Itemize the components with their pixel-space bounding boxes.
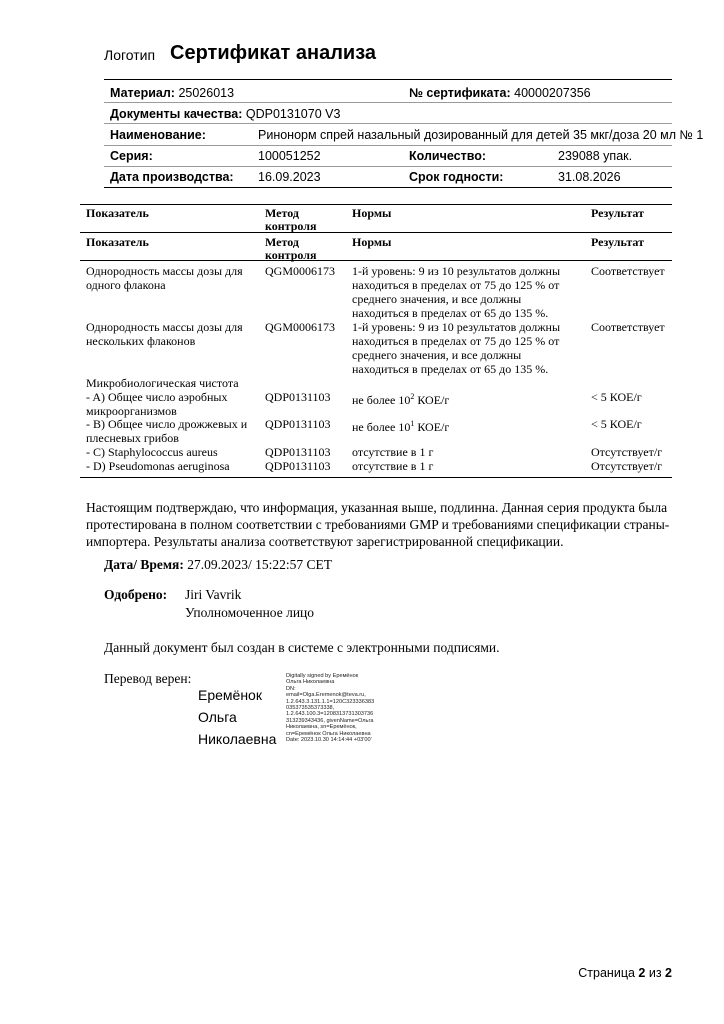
approved-role: Уполномоченное лицо [185,605,315,620]
header-rule [104,145,672,146]
table-row-result: Соответствует [591,320,665,334]
table-row-result: Отсутствует/г [591,445,663,459]
quality-docs-label: Документы качества: [110,107,243,121]
datetime-value: 27.09.2023/ 15:22:57 CET [187,557,332,572]
datetime-label: Дата/ Время: [104,557,184,572]
table-row-result: Отсутствует/г [591,459,663,473]
datetime-field [104,557,332,573]
production-date-value: 16.09.2023 [258,170,321,184]
header-rule [104,166,672,167]
col-header-norms: Нормы [352,235,392,249]
table-bottom-rule [80,477,672,478]
material-value: 25026013 [178,86,235,100]
table-row-method: QDP0131103 [265,445,331,459]
certificate-value: 40000207356 [514,86,591,100]
quality-docs-field [110,107,340,121]
table-row-result: Соответствует [591,264,665,278]
name-value: Ринонорм спрей назальный дозированный для детей 35 мкг/доза 20 мл № 1 [258,128,704,142]
signature-details: Digitally signed by Еремёнок Ольга Николаевна DN: email=Olga.Eremenok@teva.ru, 1.2.643.3.131.1.1=120C323336383 035373535373338, 1.2.643.100.3=1208313731303736 313239343436, givenName=Ольга Николаевна, sn=Еремёнок, cn=Еремёнок Ольга Николаевна Date: 2023.10.30 14:14:44 +03'00' [286,673,375,744]
table-row-norms: 1-й уровень: 9 из 10 результатов должны находиться в пределах от 75 до 125 % от среднего значения, и все должны находиться в пределах от 65 до 135 %. [352,264,561,320]
col-header-method: Метод контроля [265,235,317,262]
table-row-indicator: Однородность массы дозы для нескольких флаконов [86,320,243,348]
approved-label: Одобрено: [104,587,168,602]
signature-name: Еремёнок Ольга Николаевна [198,687,277,747]
quantity-value: 239088 упак. [558,149,633,163]
table-header-rule [80,232,672,233]
table-row-norm: не более $10^2$ КОЕ/г [352,392,450,407]
table-row-indicator: - A) Общее число аэробных микроорганизмов [86,390,228,418]
table-row-method: QDP0131103 [265,417,331,431]
name-label: Наименование: [110,128,206,142]
table-row-method: QGM0006173 [265,320,336,334]
col-header-method: Метод контроля [265,206,317,233]
material-field [110,86,234,100]
col-header-result: Результат [591,235,645,249]
table-row-norm: отсутствие в 1 г [352,445,434,459]
col-header-norms: Нормы [352,206,392,220]
statement-paragraph: Настоящим подтверждаю, что информация, указанная выше, подлинна. Данная серия продукта была протестирована в полном соответствии с требованиями GMP и требованиями спецификации страны-импортера. Результаты анализа соответствуют зарегистрированной спецификации. [86,500,670,549]
table-top-rule [80,204,672,205]
expiry-label: Срок годности: [409,170,504,184]
table-header-rule [80,260,672,261]
certificate-field [409,86,591,100]
table-row-result: < 5 КОЕ/г [591,417,642,431]
header-rule [104,123,672,124]
material-label: Материал: [110,86,175,100]
col-header-result: Результат [591,206,645,220]
header-rule [104,102,672,103]
logo-placeholder: Логотип [104,47,156,63]
expiry-value: 31.08.2026 [558,170,621,184]
table-row-indicator: - B) Общее число дрожжевых и плесневых грибов [86,417,248,445]
approved-name: Jiri Vavrik [185,587,242,602]
table-row-norm: отсутствие в 1 г [352,459,434,473]
col-header-indicator: Показатель [86,235,149,249]
micro-section-title: Микробиологическая чистота [86,376,239,390]
header-top-rule [104,79,672,80]
table-row-method: QGM0006173 [265,264,336,278]
table-row-norm: не более $10^1$ КОЕ/г [352,419,450,434]
table-row-norms: 1-й уровень: 9 из 10 результатов должны находиться в пределах от 75 до 125 % от среднего значения, и все должны находиться в пределах от 65 до 135 %. [352,320,561,376]
table-row-indicator: Однородность массы дозы для одного флакона [86,264,243,292]
series-value: 100051252 [258,149,321,163]
page-title: Сертификат анализа [170,42,377,64]
translation-label: Перевод верен: [104,671,192,686]
table-row-method: QDP0131103 [265,459,331,473]
quality-docs-value: QDP0131070 V3 [245,107,341,121]
certificate-label: № сертификата: [409,86,511,100]
col-header-indicator: Показатель [86,206,149,220]
table-row-result: < 5 КОЕ/г [591,390,642,404]
table-row-method: QDP0131103 [265,390,331,404]
header-bottom-rule [104,187,672,188]
table-row-indicator: - C) Staphylococcus aureus [86,445,218,459]
page-number: Страница 2 из 2 [578,966,672,980]
series-label: Серия: [110,149,153,163]
production-date-label: Дата производства: [110,170,234,184]
table-row-indicator: - D) Pseudomonas aeruginosa [86,459,230,473]
quantity-label: Количество: [409,149,487,163]
esign-note: Данный документ был создан в системе с электронными подписями. [104,640,500,655]
